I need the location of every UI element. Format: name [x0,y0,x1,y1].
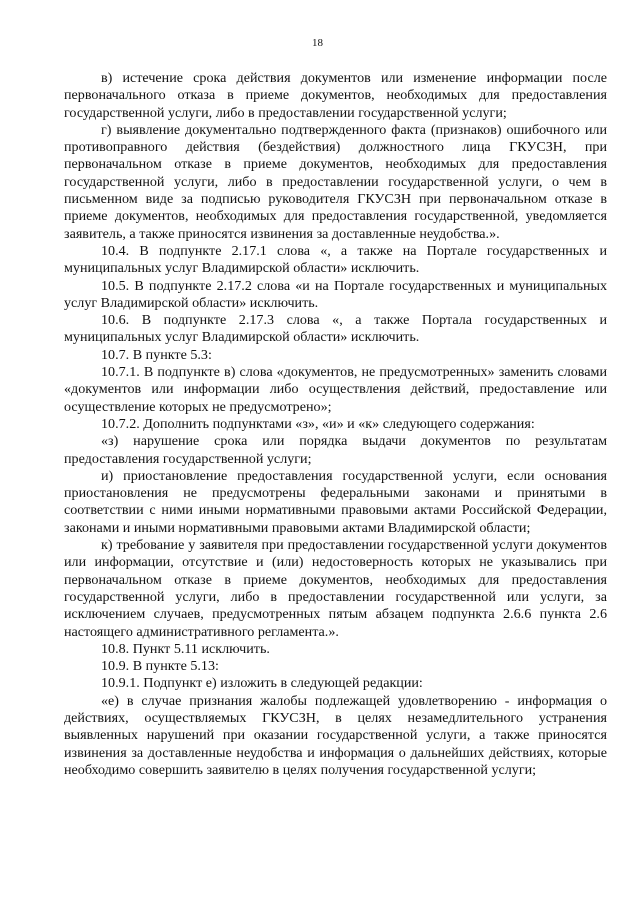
paragraph-subitem-k: к) требование у заявителя при предоставлении государственной услуги документов или информации, отсутствие и (или) недостоверность которых не указывались при первоначальном отказе в приеме документов, необходимых для предоставления государственной услуги, либо в предоставлении государственной или услуги, за исключением случаев, предусмотренных пятым абзацем подпункта 2.6.6 пункта 2.6 настоящего административного регламента.». [64,537,607,640]
paragraph-10-7-2: 10.7.2. Дополнить подпунктами «з», «и» и «к» следующего содержания: [101,415,535,432]
paragraph-10-7-1: 10.7.1. В подпункте в) слова «документов, не предусмотренных» заменить словами «документов или информации либо осуществления действий, предоставление или осуществление которых не предусмотрено»; [64,364,607,415]
document-body [64,70,607,779]
paragraph-10-9: 10.9. В пункте 5.13: [101,658,219,675]
page-number: 18 [312,37,323,49]
paragraph-10-4: 10.4. В подпункте 2.17.1 слова «, а также на Портале государственных и муниципальных услуг Владимирской области» исключить. [64,242,607,277]
paragraph-subitem-e: «е) в случае признания жалобы подлежащей удовлетворению - информация о действиях, осуществляемых ГКУСЗН, в целях незамедлительного устранения выявленных нарушений при оказании государственной услуги, а также приносятся извинения за доставленные неудобства и информация о дальнейших действиях, которые необходимо совершить заявителю в целях получения государственной услуги; [64,692,607,778]
paragraph-10-6: 10.6. В подпункте 2.17.3 слова «, а также Портала государственных и муниципальных услуг Владимирской области» исключить. [64,312,607,346]
paragraph-subitem-z: «з) нарушение срока или порядка выдачи документов по результатам предоставления государственной услуги; [64,433,607,467]
paragraph-10-9-1: 10.9.1. Подпункт е) изложить в следующей редакции: [101,675,423,692]
paragraph-10-8: 10.8. Пункт 5.11 исключить. [101,640,270,657]
paragraph-10-7: 10.7. В пункте 5.3: [101,346,212,363]
paragraph-subitem-v: в) истечение срока действия документов или изменение информации после первоначального отказа в приеме документов, необходимых для предоставления государственной услуги, либо в предоставлении государственной услуги; [64,70,607,121]
paragraph-subitem-i: и) приостановление предоставления государственной услуги, если основания приостановления не предусмотрены федеральными законами и принятыми в соответствии с ними иными нормативными правовыми актами Российской Федерации, законами и иными нормативными правовыми актами Владимирской области; [64,467,607,536]
paragraph-subitem-g: г) выявление документально подтвержденного факта (признаков) ошибочного или противоправного действия (бездействия) должностного лица ГКУСЗН, при первоначальном отказе в приеме документов, необходимых для предоставления государственной услуги, либо в предоставлении государственной услуги, о чем в письменном виде за подписью руководителя ГКУСЗН при первоначальном отказе в приеме документов, необходимых для предоставления государственной, уведомляется заявитель, а также приносятся извинения за доставленные неудобства.». [64,121,607,242]
paragraph-10-5: 10.5. В подпункте 2.17.2 слова «и на Портале государственных и муниципальных услуг Владимирской области» исключить. [64,277,607,311]
